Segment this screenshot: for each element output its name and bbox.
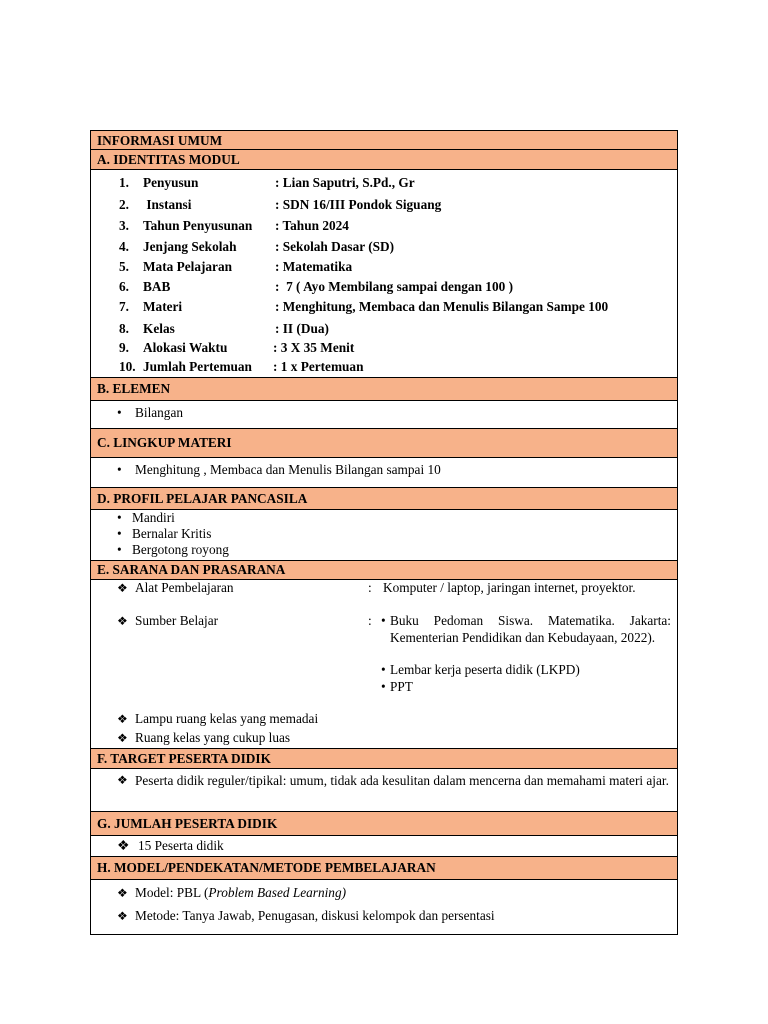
lingkup-list <box>90 458 678 488</box>
identitas-value: : Menghitung, Membaca dan Menulis Bilangan Sampe 100 <box>275 299 609 314</box>
alat-label: Alat Pembelajaran <box>135 580 234 595</box>
prasarana-item: Ruang kelas yang cukup luas <box>135 730 291 745</box>
section-c-title: C. LINGKUP MATERI <box>97 435 232 450</box>
section-d-header <box>90 488 678 510</box>
identitas-label: Tahun Penyusunan <box>143 218 253 233</box>
identitas-num: 7. <box>119 299 129 314</box>
identitas-value: : Tahun 2024 <box>275 218 349 233</box>
section-f-header <box>90 749 678 769</box>
sumber-item-buku: Buku Pedoman Siswa. Matematika. Jakarta: Kementerian Pendidikan dan Kebudayaan, 2022). <box>390 613 671 645</box>
model-text <box>135 885 346 901</box>
diamond-bullet-icon: ❖ <box>117 773 128 787</box>
bullet-dot-icon: • <box>117 405 122 420</box>
section-g-header <box>90 812 678 836</box>
alat-value: Komputer / laptop, jaringan internet, proyektor. <box>383 580 636 595</box>
identitas-value: : II (Dua) <box>275 321 329 336</box>
target-text: Peserta didik reguler/tipikal: umum, tidak ada kesulitan dalam mencerna dan memahami materi ajar. <box>135 773 669 788</box>
diamond-bullet-icon: ❖ <box>117 731 128 745</box>
profil-item: Bergotong royong <box>132 542 229 557</box>
info-umum-header <box>90 130 678 150</box>
section-b-title: B. ELEMEN <box>97 381 171 396</box>
section-d-title: D. PROFIL PELAJAR PANCASILA <box>97 491 308 506</box>
diamond-bullet-icon: ❖ <box>117 712 128 726</box>
prasarana-item: Lampu ruang kelas yang memadai <box>135 711 319 726</box>
identitas-label: Materi <box>143 299 183 314</box>
identitas-num: 6. <box>119 279 129 294</box>
identitas-list <box>90 170 678 378</box>
identitas-label: BAB <box>143 279 171 294</box>
identitas-num: 4. <box>119 239 129 254</box>
identitas-value: : 7 ( Ayo Membilang sampai dengan 100 ) <box>275 279 513 294</box>
identitas-value: : Matematika <box>275 259 353 274</box>
sarana-block <box>90 580 678 749</box>
identitas-label: Jenjang Sekolah <box>143 239 237 254</box>
sumber-colon: : <box>368 613 372 628</box>
section-e-title: E. SARANA DAN PRASARANA <box>97 562 286 577</box>
profil-item: Bernalar Kritis <box>132 526 212 541</box>
identitas-num: 8. <box>119 321 129 336</box>
bullet-dot-icon: • <box>117 462 122 477</box>
section-a-title: A. IDENTITAS MODUL <box>97 152 240 167</box>
section-e-header <box>90 561 678 580</box>
bullet-dot-icon: • <box>381 613 386 628</box>
sumber-item-lkpd: Lembar kerja peserta didik (LKPD) <box>390 662 580 677</box>
identitas-num: 10. <box>119 359 136 374</box>
jumlah-text: 15 Peserta didik <box>138 838 224 853</box>
model-block <box>90 880 678 935</box>
module-table <box>90 130 678 935</box>
identitas-label: Penyusun <box>143 175 199 190</box>
info-umum-title: INFORMASI UMUM <box>97 133 223 148</box>
bullet-dot-icon: • <box>117 526 122 541</box>
model-prefix: Model: PBL ( <box>135 885 209 900</box>
bullet-dot-icon: • <box>117 542 122 557</box>
bullet-dot-icon: • <box>381 679 386 694</box>
elemen-item: Bilangan <box>135 405 184 420</box>
section-g-title: G. JUMLAH PESERTA DIDIK <box>97 816 278 831</box>
alat-colon: : <box>368 580 372 595</box>
section-b-header <box>90 378 678 401</box>
identitas-value: : 3 X 35 Menit <box>273 340 355 355</box>
target-block <box>90 769 678 812</box>
section-c-header <box>90 429 678 458</box>
profil-item: Mandiri <box>132 510 175 525</box>
identitas-num: 2. <box>119 197 129 212</box>
identitas-num: 1. <box>119 175 129 190</box>
identitas-label: Mata Pelajaran <box>143 259 232 274</box>
sumber-item-ppt: PPT <box>390 679 413 694</box>
section-f-title: F. TARGET PESERTA DIDIK <box>97 751 271 766</box>
identitas-value: : Lian Saputri, S.Pd., Gr <box>275 175 415 190</box>
section-a-header <box>90 150 678 170</box>
model-italic: Problem Based Learning) <box>208 885 347 900</box>
elemen-list <box>90 401 678 429</box>
diamond-bullet-icon: ❖ <box>117 886 128 900</box>
jumlah-block <box>90 836 678 857</box>
diamond-bullet-icon: ❖ <box>117 909 128 923</box>
lingkup-item: Menghitung , Membaca dan Menulis Bilangan sampai 10 <box>135 462 441 477</box>
identitas-label: Alokasi Waktu <box>143 340 228 355</box>
bullet-dot-icon: • <box>381 662 386 677</box>
identitas-value: : 1 x Pertemuan <box>273 359 364 374</box>
identitas-label: Kelas <box>143 321 175 336</box>
identitas-label: Instansi <box>143 197 192 212</box>
bullet-dot-icon: • <box>117 510 122 525</box>
identitas-value: : Sekolah Dasar (SD) <box>275 239 395 254</box>
identitas-num: 5. <box>119 259 129 274</box>
diamond-bullet-icon: ❖ <box>117 614 128 628</box>
section-h-header <box>90 857 678 880</box>
profil-list <box>90 510 678 561</box>
sumber-label: Sumber Belajar <box>135 613 219 628</box>
identitas-num: 9. <box>119 340 129 355</box>
identitas-num: 3. <box>119 218 129 233</box>
section-h-title: H. MODEL/PENDEKATAN/METODE PEMBELAJARAN <box>97 860 436 875</box>
identitas-label: Jumlah Pertemuan <box>143 359 252 374</box>
diamond-bullet-icon: ❖ <box>117 839 130 854</box>
identitas-value: : SDN 16/III Pondok Siguang <box>275 197 442 212</box>
metode-text: Metode: Tanya Jawab, Penugasan, diskusi kelompok dan persentasi <box>135 908 495 923</box>
diamond-bullet-icon: ❖ <box>117 581 128 595</box>
